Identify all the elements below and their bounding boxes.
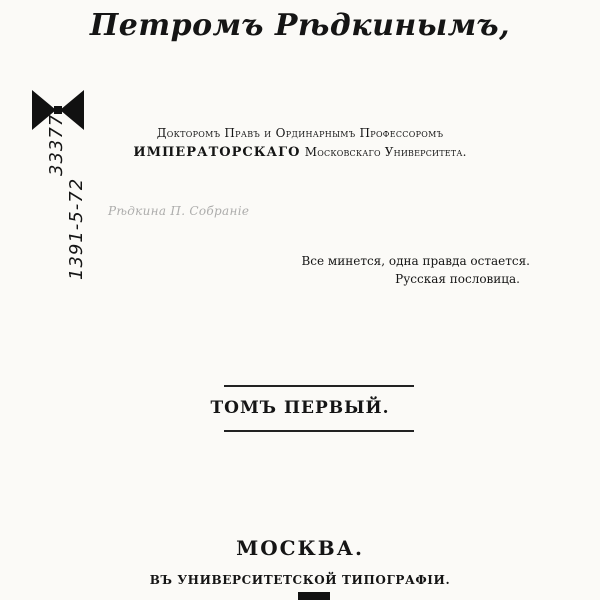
bottom-ornament — [298, 592, 330, 600]
handwritten-shelfmark-1: 33377 — [46, 113, 67, 176]
volume-title: ТОМЪ ПЕРВЫЙ. — [210, 398, 390, 418]
epigraph-text: Все минется, одна правда остается. — [301, 254, 530, 268]
handwritten-shelfmark-2: 1391-5-72 — [66, 177, 87, 280]
epigraph — [301, 252, 530, 288]
divider-bottom — [224, 430, 414, 432]
credentials-line-1: Докторомъ Правъ и Ординарнымъ Профессоромъ — [156, 126, 444, 140]
divider-top — [224, 385, 414, 387]
publication-city: МОСКВА. — [236, 536, 364, 560]
credentials-university: Московскаго Университета. — [304, 145, 467, 159]
epigraph-source: Русская пословица. — [395, 272, 520, 286]
printing-house: ВЪ УНИВЕРСИТЕТСКОЙ ТИПОГРАФІИ. — [149, 573, 451, 587]
credentials-emphasis: ИМПЕРАТОРСКАГО — [133, 145, 301, 160]
credentials-line-2 — [0, 145, 600, 160]
author-name: Петромъ Рѣдкинымъ, — [89, 8, 511, 43]
library-stamp: Рѣдкина П. Собраніе — [108, 204, 250, 218]
